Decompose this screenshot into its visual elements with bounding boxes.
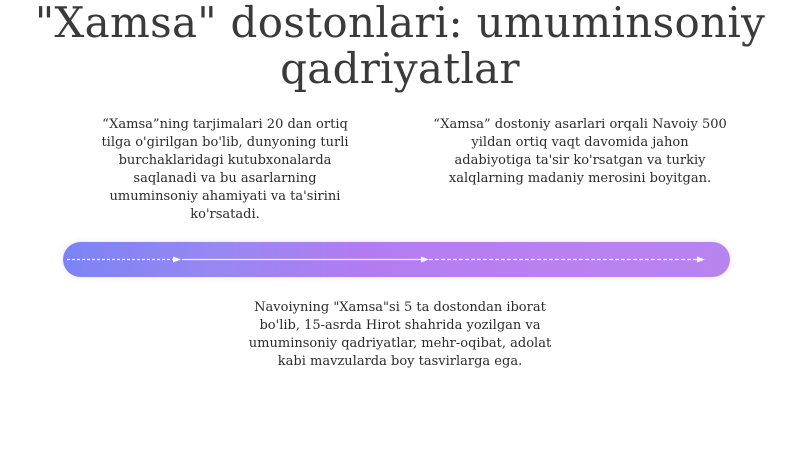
title-line-2: qadriyatlar	[280, 44, 520, 93]
text-line: xalqlarning madaniy merosini boyitgan.	[448, 171, 712, 186]
text-line: “Xamsa” dostoniy asarlari orqali Navoiy 500	[433, 117, 727, 132]
arrow-right-icon	[697, 257, 705, 263]
arrow-right-icon	[421, 257, 429, 263]
text-line: kabi mavzularda boy tasvirlarga ega.	[277, 354, 523, 369]
text-block-right	[415, 116, 745, 188]
page-title	[0, 0, 800, 92]
text-line: ko'rsatadi.	[190, 207, 260, 222]
text-line: umuminsoniy ahamiyati va ta'sirini	[109, 189, 341, 204]
text-line: saqlanadi va bu asarlarning	[133, 171, 317, 186]
text-line: umuminsoniy qadriyatlar, mehr-oqibat, adolat	[248, 336, 552, 351]
text-block-bottom	[225, 299, 575, 371]
text-line: yildan ortiq vaqt davomida jahon	[471, 135, 689, 150]
text-line: “Xamsa”ning tarjimalari 20 dan ortiq	[102, 117, 348, 132]
text-line: bo'lib, 15-asrda Hirot shahrida yozilgan va	[259, 318, 541, 333]
text-line: Navoiyning "Xamsa"si 5 ta dostondan iborat	[254, 300, 546, 315]
arrow-right-icon	[173, 257, 181, 263]
text-block-left	[70, 116, 380, 224]
text-line: burchaklaridagi kutubxonalarda	[118, 153, 332, 168]
title-line-1: "Xamsa" dostonlari: umuminsoniy	[34, 0, 766, 47]
text-line: tilga o'girilgan bo'lib, dunyoning turli	[101, 135, 349, 150]
text-line: adabiyotiga ta'sir ko'rsatgan va turkiy	[454, 153, 706, 168]
timeline-bar	[63, 242, 730, 277]
timeline-arrows	[63, 242, 730, 277]
